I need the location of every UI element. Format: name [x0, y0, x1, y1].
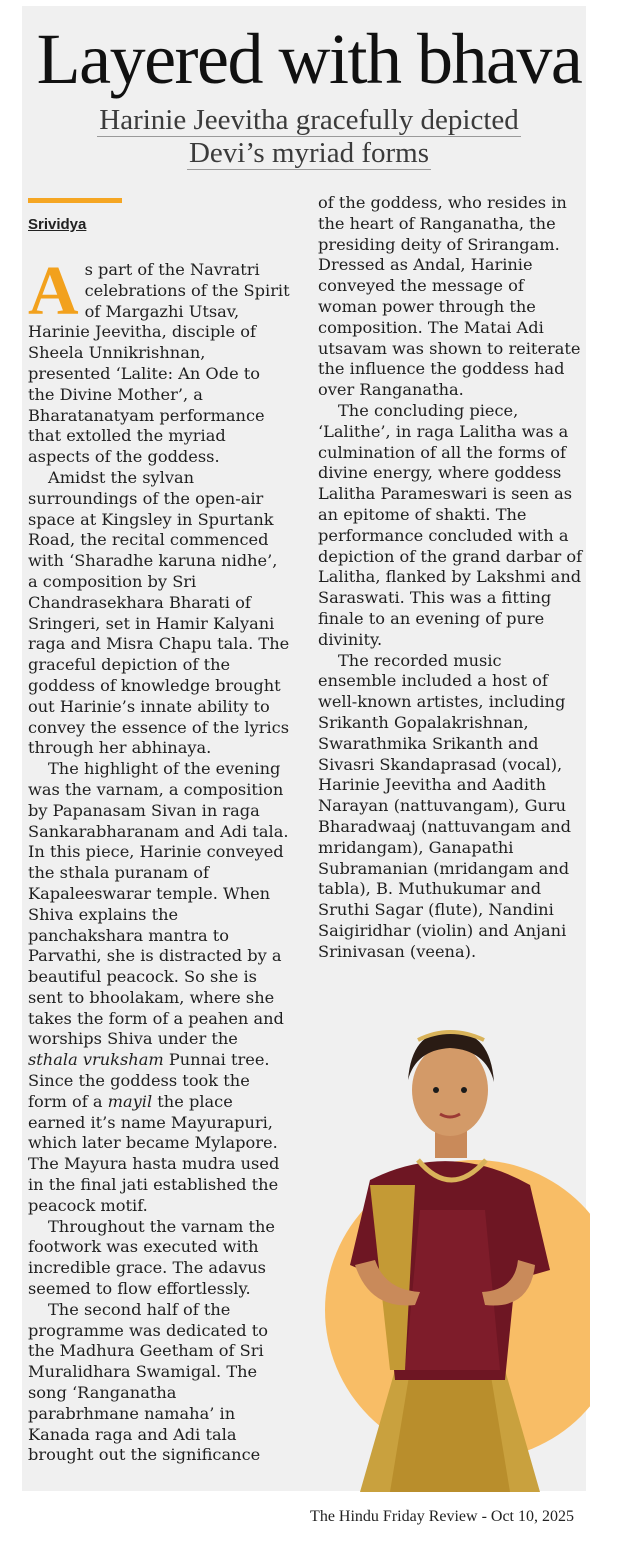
accent-rule: [28, 198, 122, 203]
drop-cap: A: [28, 253, 79, 330]
publication-footer: The Hindu Friday Review - Oct 10, 2025: [310, 1508, 574, 1525]
paragraph: Amidst the sylvan surroundings of the open-air space at Kingsley in Spurtank Road, the recital commenced with ‘Sharadhe karuna nidhe’, a composition by Sri Chandrasekhara Bharati of Sringeri, set in Hamir Kalyani raga and Misra Chapu tala. The graceful depiction of the goddess of knowledge brought out Harinie’s innate ability to convey the essence of the lyrics through her abhinaya.: [28, 467, 290, 758]
article-column-1: [28, 253, 290, 1466]
paragraph: Throughout the varnam the footwork was executed with incredible grace. The adavus seemed to flow effortlessly.: [28, 1216, 276, 1299]
deck-line-1: Harinie Jeevitha gracefully depicted: [99, 104, 519, 136]
dancer-photo: [300, 1010, 590, 1492]
paragraph: As part of the Navratri celebrations of the Spirit of Margazhi Utsav, Harinie Jeevitha, disciple of Sheela Unnikrishnan, presented ‘Lalite: An Ode to the Divine Mother’, a Bharatanatyam performance that extolled the myriad aspects of the goddess.: [28, 253, 290, 467]
paragraph: The concluding piece, ‘Lalithe’, in raga Lalitha was a culmination of all the forms of divine energy, where goddess Lalitha Parameswari is seen as an epitome of shakti. The performance concluded with a depiction of the grand darbar of Lalitha, flanked by Lakshmi and Saraswati. This was a fitting finale to an evening of pure divinity.: [318, 400, 583, 649]
deck: [0, 104, 618, 170]
paragraph: The recorded music ensemble included a host of well-known artistes, including Srikanth Gopalakrishnan, Swarathmika Srikanth and Sivasri Skandaprasad (vocal), Harinie Jeevitha and Aadith Narayan (nattuvangam), Guru Bharadwaaj (nattuvangam and mridangam), Ganapathi Subramanian (mridangam and tabla), B. Muthukumar and Sruthi Sagar (flute), Nandini Saigiridhar (violin) and Anjani Srinivasan (veena).: [318, 650, 572, 961]
headline: Layered with bhava: [36, 19, 582, 99]
article-column-2: [318, 193, 584, 962]
paragraph: The second half of the programme was dedicated to the Madhura Geetham of Sri Muralidhara Swamigal. The song ‘Ranganatha parabrhmane namaha’ in Kanada raga and Adi tala brought out the significance: [28, 1299, 269, 1465]
byline[interactable]: Srividya: [28, 216, 87, 233]
paragraph: of the goddess, who resides in the heart of Ranganatha, the presiding deity of Srirangam. Dressed as Andal, Harinie conveyed the message of woman power through the composition. The Matai Adi utsavam was shown to reiterate the influence the goddess had over Ranganatha.: [318, 193, 581, 400]
paragraph: The highlight of the evening was the varnam, a composition by Papanasam Sivan in raga Sankarabharanam and Adi tala. In this piece, Harinie conveyed the sthala puranam of Kapaleeswarar temple. When Shiva explains the panchakshara mantra to Parvathi, she is distracted by a beautiful peacock. So she is sent to bhoolakam, where she takes the form of a peahen and worships Shiva under the sthala vruksham Punnai tree. Since the goddess took the form of a mayil the place earned it’s name Mayurapuri, which later became Mylapore. The Mayura hasta mudra used in the final jati established the peacock motif.: [28, 759, 289, 1215]
deck-line-2: Devi’s myriad forms: [188, 137, 429, 169]
